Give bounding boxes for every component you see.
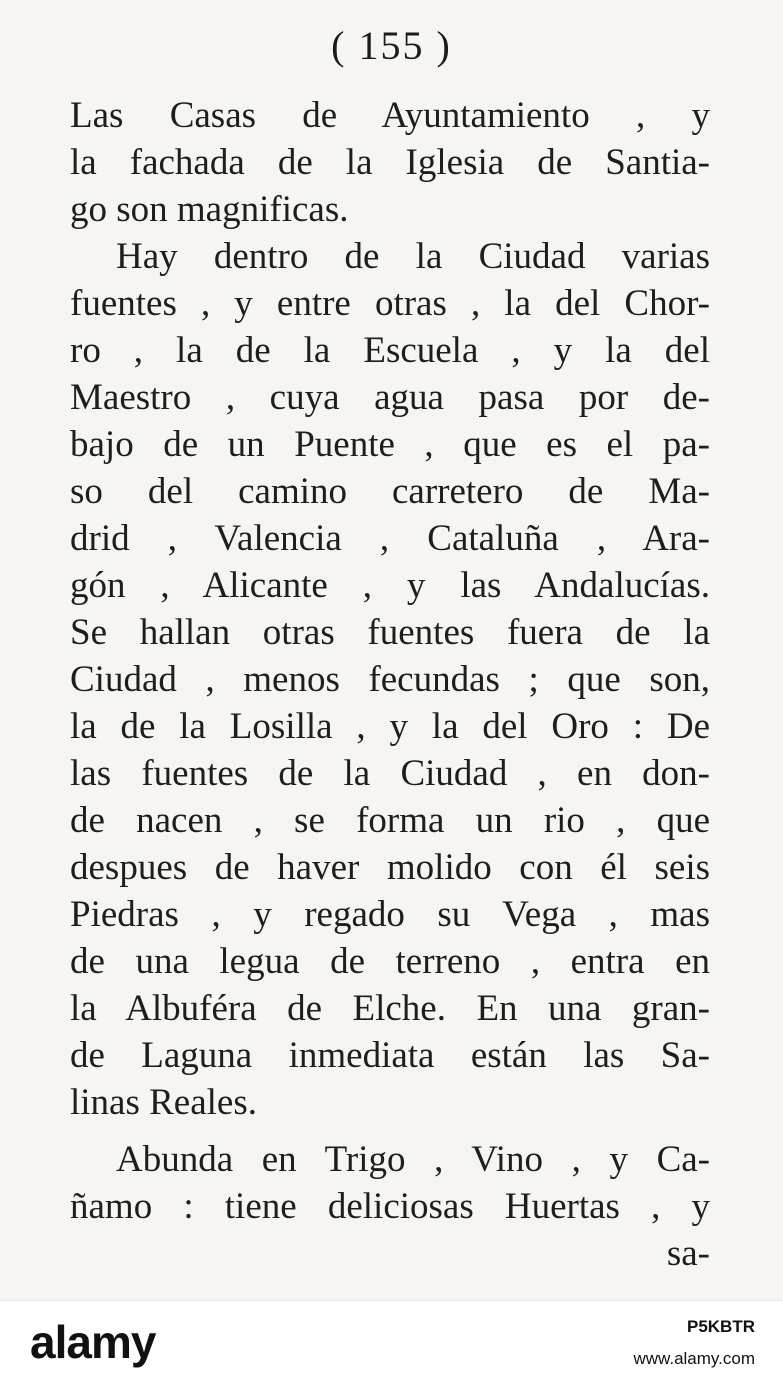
brand-logo: alamy	[30, 1316, 156, 1368]
text-line: linas Reales.	[70, 1082, 258, 1123]
text-line: despues de haver molido con él seis	[70, 847, 710, 888]
site-url: www.alamy.com	[633, 1349, 755, 1368]
text-line: Ciudad , menos fecundas ; que son,	[70, 659, 710, 700]
image-id: P5KBTR	[686, 1317, 755, 1336]
text-line: bajo de un Puente , que es el pa-	[70, 424, 710, 465]
paragraph-gap	[70, 1126, 710, 1136]
page-number: ( 155 )	[331, 23, 452, 68]
watermark-footer	[0, 1300, 783, 1391]
text-line: Se hallan otras fuentes fuera de la	[70, 612, 710, 653]
text-line: la de la Losilla , y la del Oro : De	[70, 706, 710, 747]
text-line: la fachada de la Iglesia de Santia-	[70, 142, 710, 183]
text-line: ro , la de la Escuela , y la del	[70, 330, 710, 371]
text-line: la Albuféra de Elche. En una gran-	[70, 988, 710, 1029]
text-line: gón , Alicante , y las Andalucías.	[70, 565, 710, 606]
text-line: las fuentes de la Ciudad , en don-	[70, 753, 710, 794]
text-line: go son magnificas.	[70, 189, 349, 230]
text-line: Las Casas de Ayuntamiento , y	[70, 95, 710, 136]
text-line: Abunda en Trigo , Vino , y Ca-	[116, 1139, 710, 1180]
text-line: de nacen , se forma un rio , que	[70, 800, 710, 841]
text-line: ñamo : tiene deliciosas Huertas , y	[70, 1186, 710, 1227]
text-line: Piedras , y regado su Vega , mas	[70, 894, 710, 935]
page-text	[70, 92, 710, 1277]
text-line: Maestro , cuya agua pasa por de-	[70, 377, 710, 418]
text-line: fuentes , y entre otras , la del Chor-	[70, 283, 710, 324]
text-line: so del camino carretero de Ma-	[70, 471, 710, 512]
text-line: Hay dentro de la Ciudad varias	[116, 236, 710, 277]
catchword: sa-	[666, 1233, 710, 1274]
text-line: de Laguna inmediata están las Sa-	[70, 1035, 710, 1076]
text-line: drid , Valencia , Cataluña , Ara-	[70, 518, 710, 559]
text-line: de una legua de terreno , entra en	[70, 941, 710, 982]
